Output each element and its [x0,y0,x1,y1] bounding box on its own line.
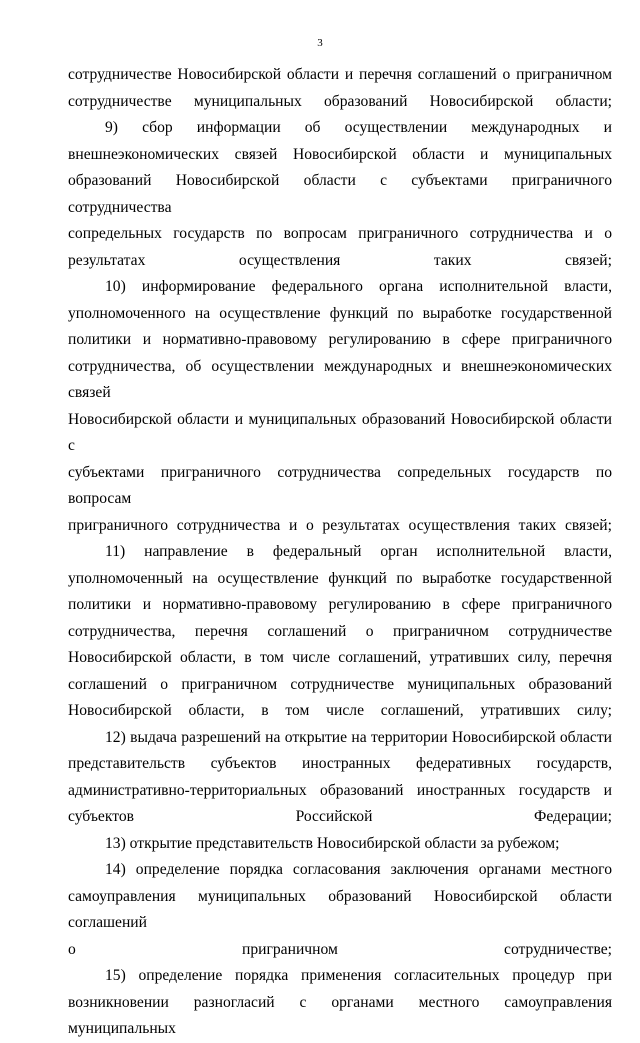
document-body [68,62,612,1043]
page-number: 3 [317,37,323,49]
text-line: 13) открытие представительств Новосибирской области за рубежом; [105,834,560,852]
text-line: уполномоченный на осуществление функций по выработке государственной [68,569,612,587]
text-line: сотрудничестве Новосибирской области и перечня соглашений о приграничном [68,66,612,83]
text-line: 12) выдача разрешений на открытие на территории Новосибирской области [105,728,612,746]
text-line: Новосибирской области, в том числе соглашений, утративших силу, перечня [68,649,612,666]
text-line: представительств субъектов иностранных федеративных государств, [68,755,612,772]
text-line: соглашений о приграничном сотрудничестве муниципальных образований [68,675,612,693]
text-line: результатах осуществления таких связей; [68,251,612,269]
list-item-10 [68,274,612,539]
text-line: сотрудничестве муниципальных образований Новосибирской области; [68,92,612,110]
list-item-12 [68,725,612,831]
text-line: сопредельных государств по вопросам приграничного сотрудничества и о [68,225,612,242]
text-line: сотрудничества, об осуществлении международных и внешнеэкономических связей [68,357,612,401]
text-line: самоуправления муниципальных образований Новосибирской области соглашений [68,887,612,931]
text-line: Новосибирской области, в том числе соглашений, утративших силу; [68,702,612,719]
paragraph-continuation [68,62,612,115]
text-line: 15) определение порядка применения согласительных процедур при [105,967,612,984]
text-line: уполномоченного на осуществление функций по выработке государственной [68,304,612,322]
list-item-9 [68,115,612,274]
text-line: субъектов Российской Федерации; [68,808,612,825]
text-line: Новосибирской области и муниципальных образований Новосибирской области с [68,410,612,454]
text-line: 10) информирование федерального органа исполнительной власти, [105,278,612,295]
text-line: административно-территориальных образований иностранных государств и [68,781,612,799]
text-line: возникновении разногласий с органами местного самоуправления муниципальных [68,993,612,1037]
text-line: 11) направление в федеральный орган исполнительной власти, [105,543,612,560]
text-line: политики и нормативно-правовому регулированию в сфере приграничного [68,596,612,613]
list-item-15 [68,963,612,1043]
text-line: образований Новосибирской области с субъектами приграничного сотрудничества [68,172,612,216]
text-line: политики и нормативно-правовому регулированию в сфере приграничного [68,331,612,348]
text-line: приграничного сотрудничества и о результатах осуществления таких связей; [68,516,612,534]
text-line: 9) сбор информации об осуществлении международных и [105,119,612,136]
text-line: сотрудничества, перечня соглашений о приграничном сотрудничестве [68,622,612,640]
text-line: внешнеэкономических связей Новосибирской области и муниципальных [68,145,612,163]
list-item-13 [68,831,612,858]
text-line: субъектами приграничного сотрудничества сопредельных государств по вопросам [68,463,612,507]
text-line: о приграничном сотрудничестве; [68,940,612,958]
list-item-14 [68,857,612,963]
text-line: 14) определение порядка согласования заключения органами местного [105,861,612,878]
list-item-11 [68,539,612,725]
